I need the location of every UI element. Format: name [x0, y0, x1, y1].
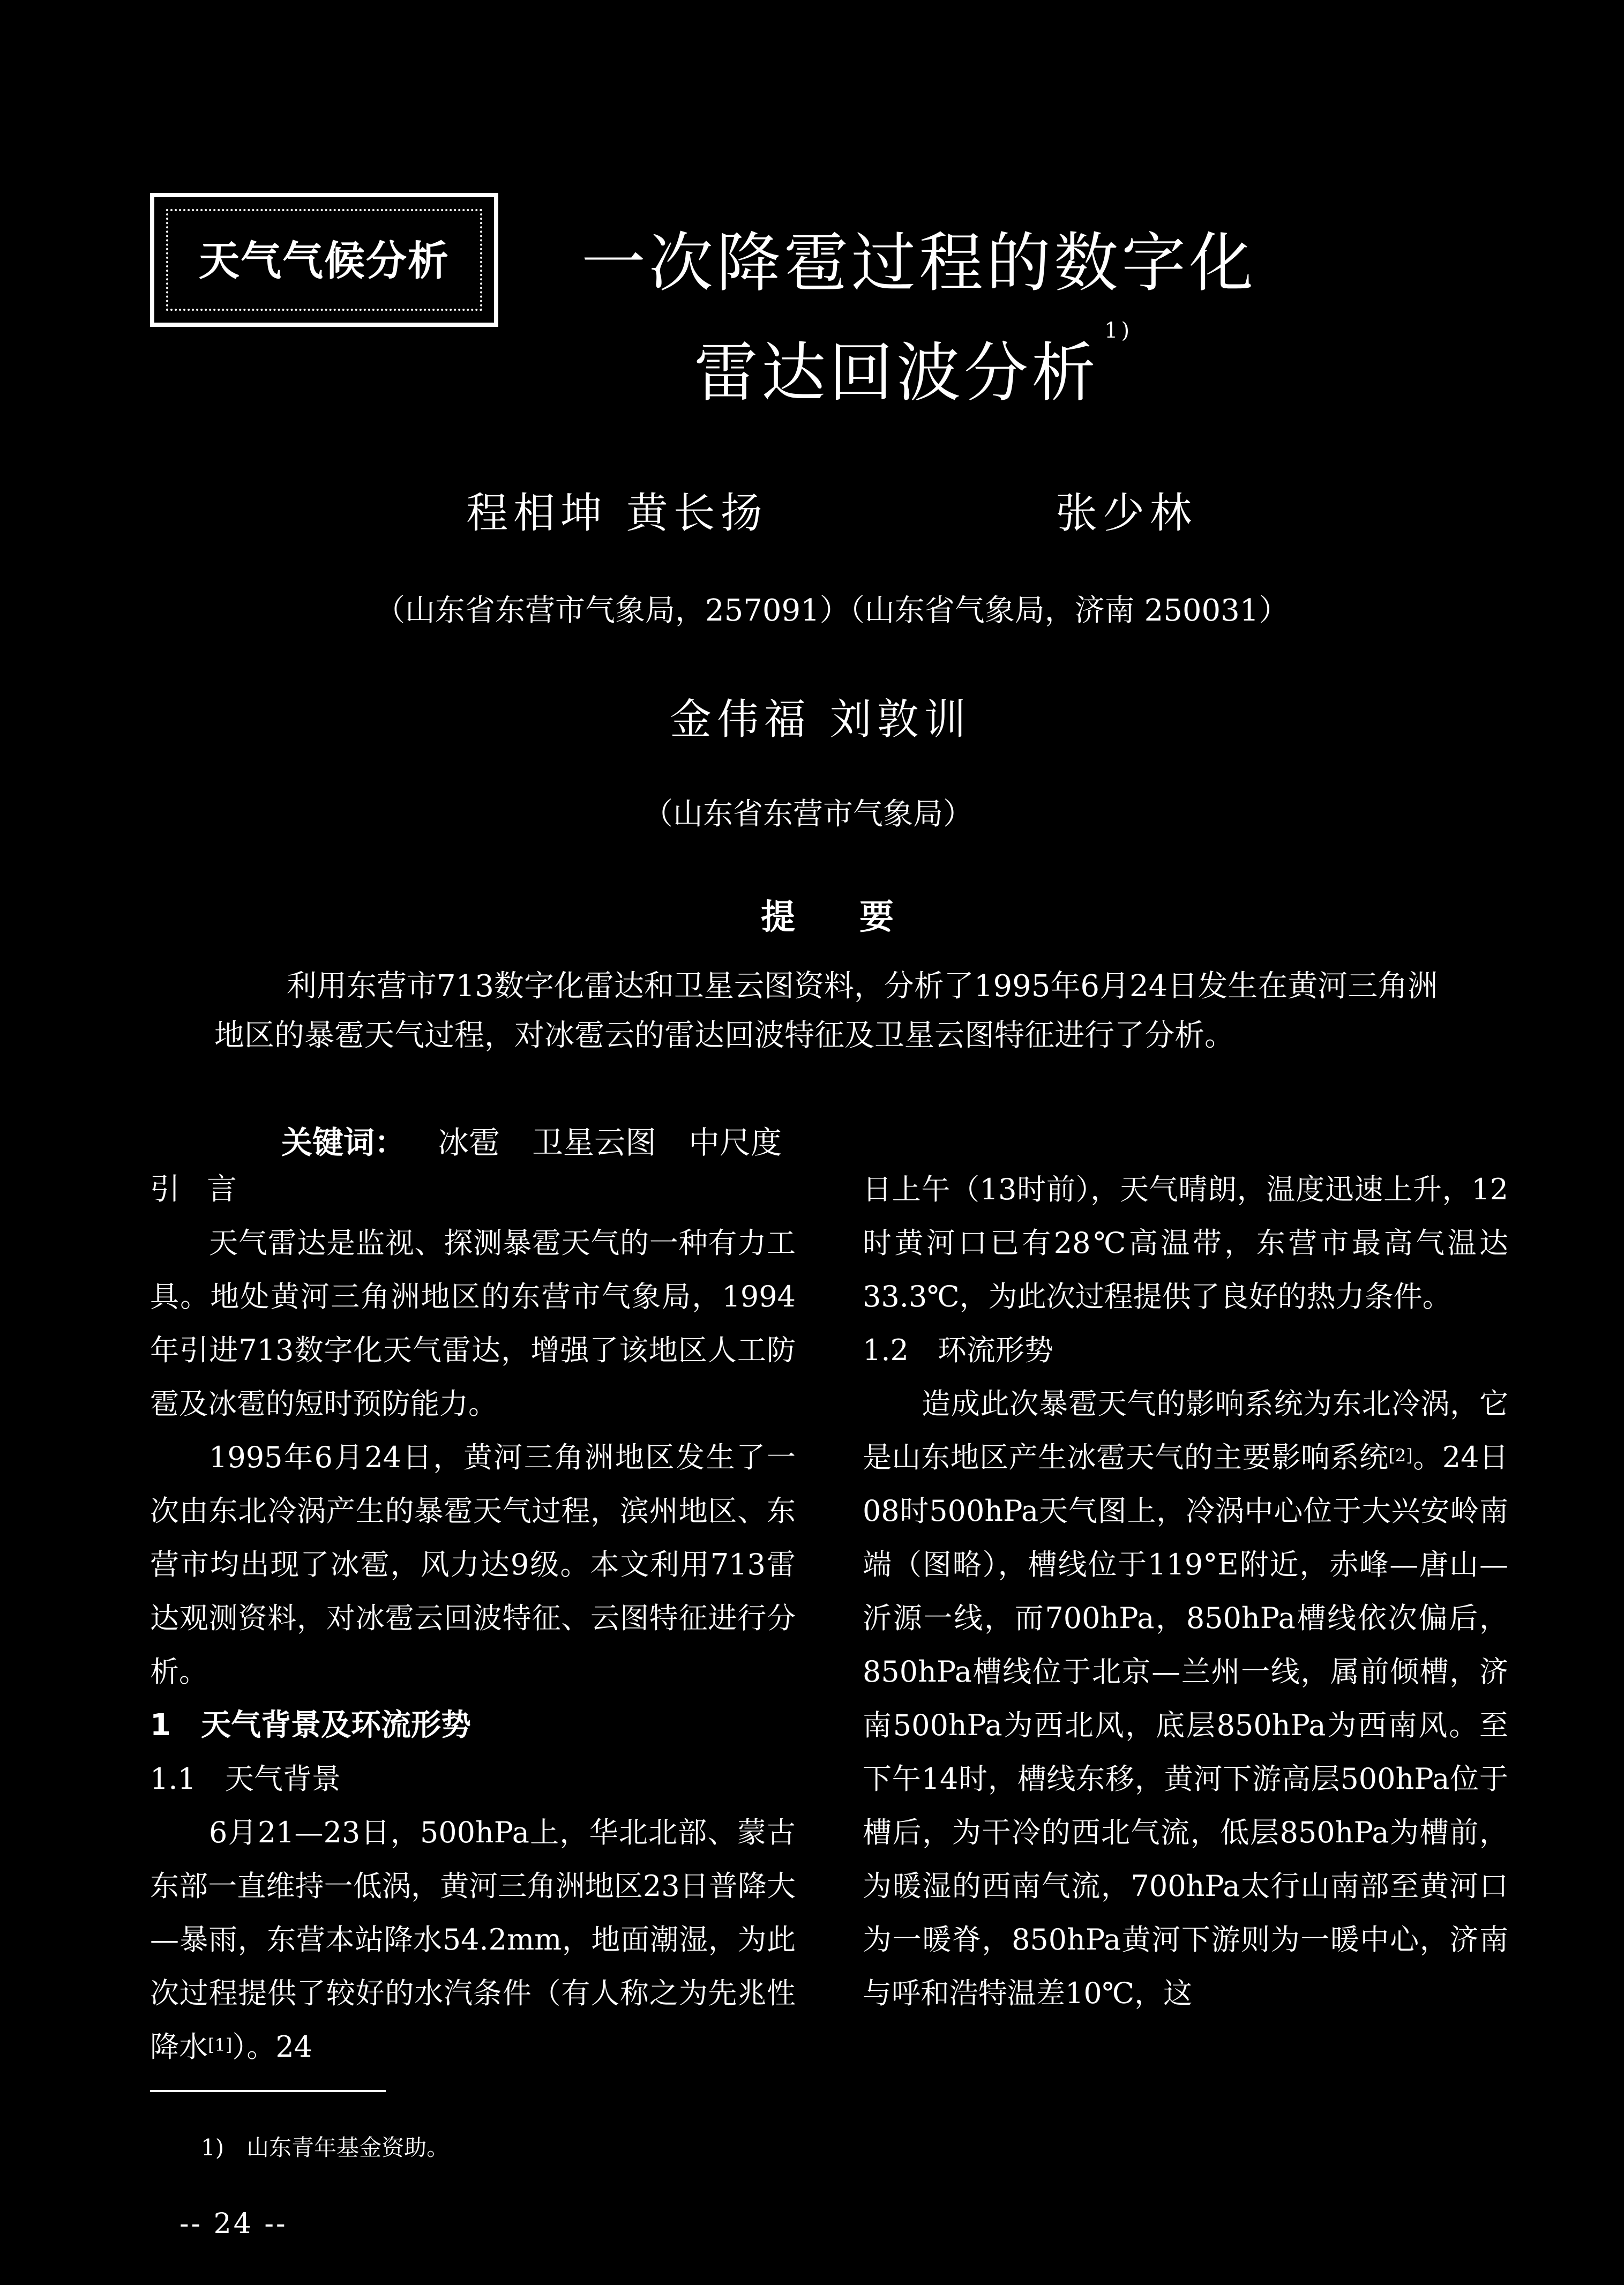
paragraph: 日上午（13时前），天气晴朗，温度迅速上升，12时黄河口已有28℃高温带，东营市最高气温达33.3℃，为此次过程提供了良好的热力条件。	[863, 1173, 1508, 1313]
paragraph-text-end: 。24日08时500hPa天气图上，冷涡中心位于大兴安岭南端（图略），槽线位于119°E附近，赤峰—唐山—沂源一线，而700hPa，850hPa槽线依次偏后，850hPa槽线位于北京—兰州一线，属前倾槽，济南500hPa为西北风，底层850hPa为西南风。至下午14时，槽线东移，黄河下游高层500hPa位于槽后，为干冷的西北气流，低层850hPa为槽前，为暖湿的西南气流，700hPa太行山南部至黄河口为一暖脊，850hPa黄河下游则为一暖中心，济南与呼和浩特温差10℃，这	[863, 1440, 1508, 2010]
abstract-heading: 提要	[761, 898, 958, 937]
title-line-1: 一次降雹过程的数字化	[581, 226, 1256, 301]
title-note-mark: 1)	[1104, 318, 1133, 343]
affiliation-2: （山东省东营市气象局）	[643, 797, 973, 832]
keywords	[281, 1117, 782, 1162]
abstract-text: 利用东营市713数字化雷达和卫星云图资料，分析了1995年6月24日发生在黄河三角洲地区的暴雹天气过程，对冰雹云的雷达回波特征及卫星云图特征进行了分析。	[214, 969, 1438, 1053]
section-badge	[150, 193, 498, 327]
right-column	[863, 1163, 1508, 2020]
keyword-item: 中尺度	[688, 1124, 782, 1161]
paragraph-text: 造成此次暴雹天气的影响系统为东北冷涡，它是山东地区产生冰雹天气的主要影响系统	[863, 1387, 1508, 1474]
paragraph-text-end: ）。24	[232, 2030, 313, 2064]
title-line-2-text: 雷达回波分析	[694, 336, 1099, 410]
section-1-2-heading: 1.2 环流形势	[863, 1333, 1053, 1367]
keywords-label: 关键词：	[281, 1124, 406, 1161]
citation-ref: [1]	[208, 2035, 233, 2055]
citation-ref: [2]	[1388, 1445, 1413, 1466]
paragraph: 天气雷达是监视、探测暴雹天气的一种有力工具。地处黄河三角洲地区的东营市气象局，1994年引进713数字化天气雷达，增强了该地区人工防雹及冰雹的短时预防能力。	[150, 1226, 796, 1421]
paragraph: 1995年6月24日，黄河三角洲地区发生了一次由东北冷涡产生的暴雹天气过程，滨州地区、东营市均出现了冰雹，风力达9级。本文利用713雷达观测资料，对冰雹云回波特征、云图特征进行分析。	[150, 1440, 796, 1689]
paragraph	[863, 1377, 1508, 2020]
author-group-1: 程相坤 黄长扬	[466, 489, 768, 537]
keyword-item: 卫星云图	[532, 1124, 657, 1161]
keyword-item: 冰雹	[438, 1124, 500, 1161]
paragraph	[150, 1806, 796, 2074]
author-group-3: 金伟福 刘敦训	[670, 696, 971, 744]
footnote-divider	[150, 2090, 386, 2092]
paragraph-text: 6月21—23日，500hPa上，华北北部、蒙古东部一直维持一低涡，黄河三角洲地区23日普降大—暴雨，东营本站降水54.2mm，地面潮湿，为此次过程提供了较好的水汽条件（有人称之为先兆性降水	[150, 1816, 796, 2064]
title-line-2	[694, 318, 1133, 414]
section-badge-label: 天气气候分析	[199, 237, 450, 285]
footnote: 1) 山东青年基金资助。	[201, 2134, 450, 2161]
section-1-1-heading: 1.1 天气背景	[150, 1762, 341, 1796]
section-1-heading: 1 天气背景及环流形势	[150, 1708, 471, 1743]
left-column	[150, 1163, 796, 2074]
intro-heading: 引言	[150, 1172, 264, 1207]
affiliation-1: （山东省东营市气象局，257091）（山东省气象局，济南 250031）	[375, 593, 1289, 628]
author-group-2: 张少林	[1056, 489, 1198, 537]
page-number: -- 24 --	[179, 2208, 288, 2240]
